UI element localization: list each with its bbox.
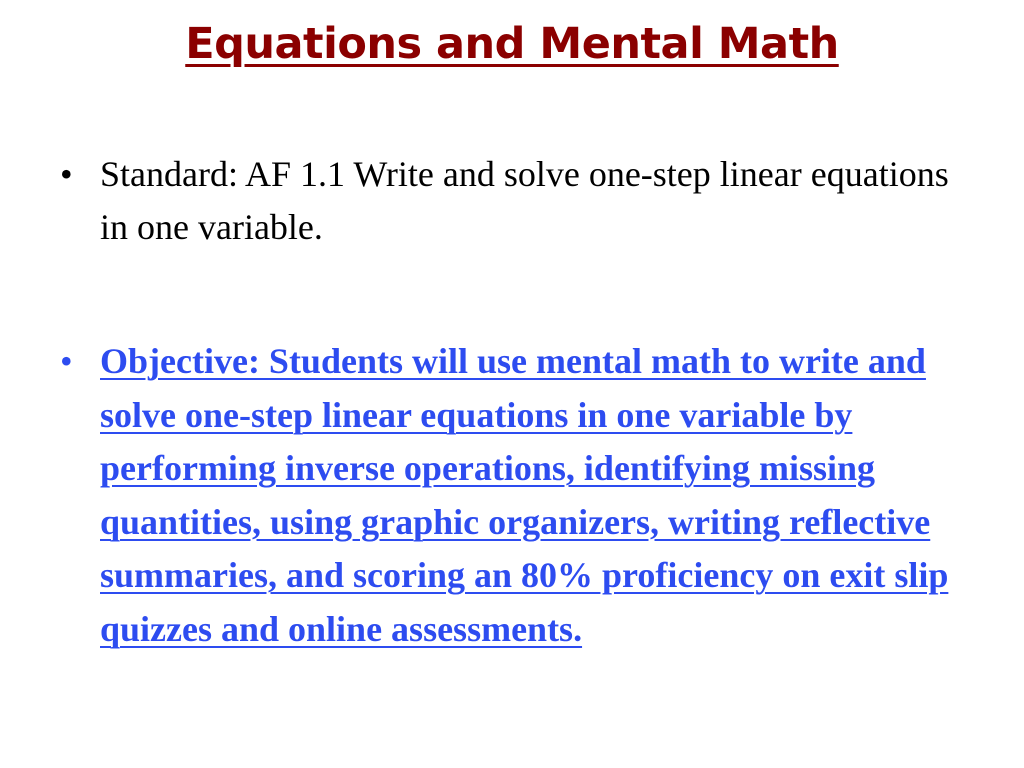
- slide-title-text: Equations and Mental Math: [185, 19, 839, 69]
- bullet-marker: •: [60, 341, 73, 381]
- standard-text: Standard: AF 1.1 Write and solve one-step linear equations in one variable.: [100, 154, 949, 247]
- objective-text: Objective: Students will use mental math to write and solve one-step linear equations in one variable by performing inverse operations, identifying missing quantities, using graphic organizers, writing reflective summaries, and scoring an 80% proficiency on exit slip quizzes and online assessments.: [100, 341, 949, 649]
- slide-title: [0, 14, 1024, 74]
- bullet-standard: [60, 148, 965, 254]
- bullet-objective: [60, 335, 965, 656]
- bullet-marker: •: [60, 154, 73, 194]
- bullet-list: [60, 148, 965, 656]
